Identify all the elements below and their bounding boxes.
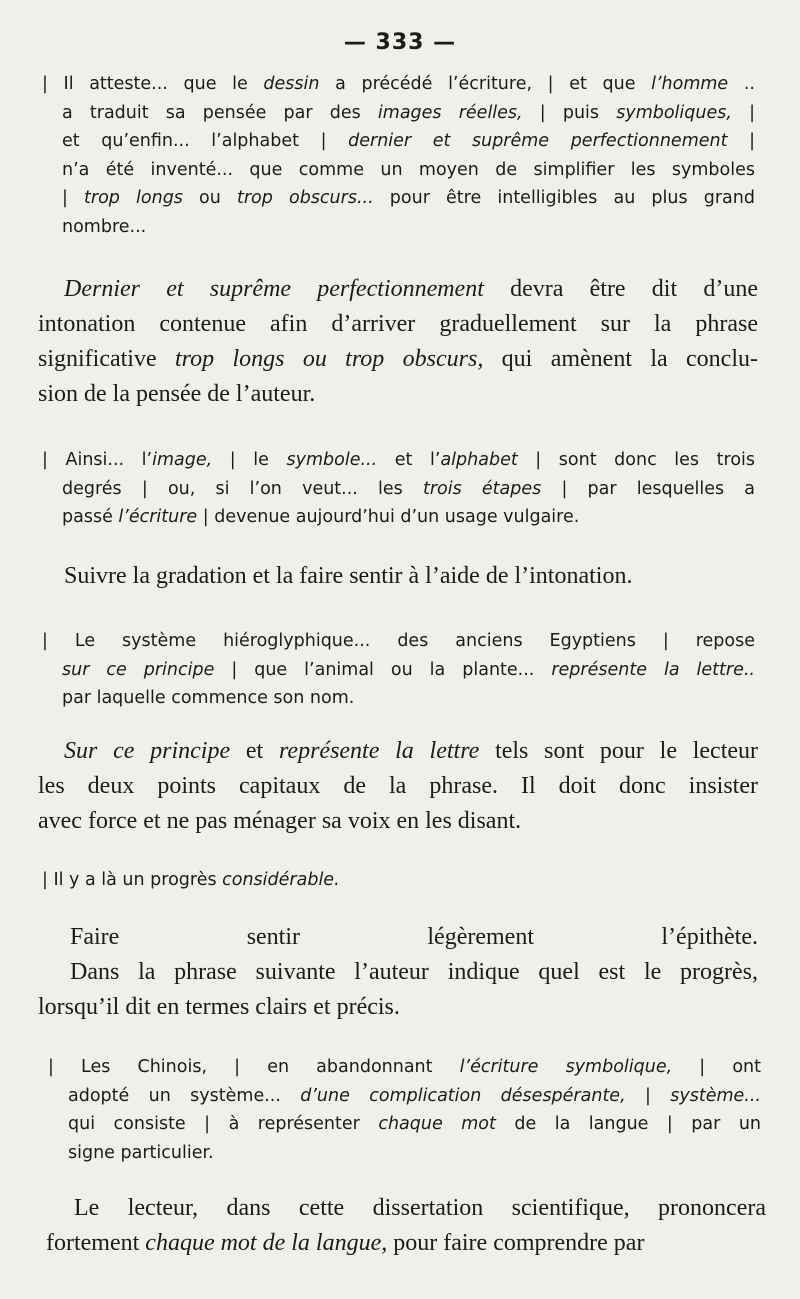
text-run: sion de la pensée de l’auteur. <box>38 381 316 407</box>
commentary-paragraph <box>38 734 758 839</box>
text-line <box>38 734 758 769</box>
quoted-passage <box>42 866 755 895</box>
quoted-passage <box>42 627 755 713</box>
text-line <box>42 684 755 713</box>
italic-emphasis: sur ce principe <box>62 659 215 680</box>
text-run: et qu’enfin... l’alphabet | <box>62 131 349 151</box>
italic-emphasis: d’une complication désespérante, <box>300 1085 626 1106</box>
text-run: | sont donc les trois <box>517 450 756 470</box>
italic-emphasis: symboliques, <box>616 102 732 123</box>
text-run: Le lecteur, dans cette dissertation scientifique, prononcera <box>74 1195 766 1221</box>
text-line <box>38 559 758 594</box>
text-run: a précédé l’écriture, | et que <box>319 74 652 94</box>
text-run: et l’ <box>377 450 441 470</box>
text-run: significative <box>38 346 175 372</box>
text-run: fortement <box>46 1230 146 1256</box>
text-run: | Il atteste... que le <box>42 74 264 94</box>
page-number: — 333 — <box>343 30 457 55</box>
text-line <box>46 1191 766 1226</box>
text-line <box>48 1082 761 1111</box>
text-run: par laquelle commence son nom. <box>62 688 355 708</box>
text-line <box>42 656 755 685</box>
text-run: signe particulier. <box>68 1142 214 1163</box>
text-line <box>38 769 758 804</box>
text-run: | que l’animal ou la plante... <box>214 659 552 680</box>
text-run: qui consiste | à représenter <box>68 1114 379 1134</box>
text-line <box>42 475 755 504</box>
text-line <box>42 503 755 532</box>
italic-emphasis: représente la lettre.. <box>551 659 755 680</box>
italic-emphasis: considérable. <box>222 870 340 890</box>
commentary-paragraph <box>38 272 758 412</box>
text-line <box>42 127 755 156</box>
text-run: Dans la phrase suivante l’auteur indique quel est le progrès, <box>70 959 758 985</box>
italic-emphasis: représente la lettre <box>278 738 480 764</box>
text-run: lorsqu’il dit en termes clairs et précis. <box>38 994 400 1020</box>
quoted-passage <box>48 1053 761 1167</box>
italic-emphasis: images réelles, <box>377 102 523 123</box>
text-line <box>46 1226 766 1261</box>
text-line <box>48 1110 761 1139</box>
text-run: n’a été inventé... que comme un moyen de simplifier les symboles <box>62 159 755 180</box>
italic-emphasis: trop longs <box>84 188 183 208</box>
text-line <box>42 184 755 213</box>
italic-emphasis: trop longs ou trop obscurs, <box>174 346 484 372</box>
text-run: a traduit sa pensée par des <box>62 102 378 123</box>
text-run: pour être intelligibles au plus grand <box>373 188 755 208</box>
text-run: .. <box>728 74 755 94</box>
text-run: passé <box>62 507 119 527</box>
text-line <box>42 70 755 99</box>
text-run: | devenue aujourd’hui d’un usage vulgaire. <box>197 507 580 527</box>
quoted-passage <box>42 446 755 532</box>
italic-emphasis: trop obscurs... <box>237 188 374 208</box>
text-line <box>38 307 758 342</box>
text-line <box>42 866 755 895</box>
text-run: ou <box>182 188 237 208</box>
commentary-paragraph <box>38 920 758 1025</box>
text-run: les deux points capitaux de la phrase. Il doit donc insister <box>38 773 758 799</box>
text-line <box>38 990 758 1025</box>
text-run: | <box>731 102 756 123</box>
text-run: | <box>62 188 85 208</box>
italic-emphasis: symbole... <box>286 450 378 470</box>
text-run: pour faire comprendre par <box>387 1230 645 1256</box>
text-line <box>38 377 758 412</box>
italic-emphasis: trois étapes <box>422 478 542 499</box>
text-run: et <box>230 738 279 764</box>
text-run: intonation contenue afin d’arriver graduellement sur la phrase <box>38 311 758 337</box>
text-line <box>38 272 758 307</box>
text-run: | Le système hiéroglyphique... des anciens Egyptiens | repose <box>42 631 755 651</box>
italic-emphasis: Sur ce principe <box>64 738 231 764</box>
text-line <box>48 1139 761 1168</box>
quoted-passage <box>42 70 755 241</box>
text-line <box>38 955 758 990</box>
text-run: de la langue | par un <box>495 1114 762 1134</box>
italic-emphasis: alphabet <box>440 450 518 470</box>
text-run: | <box>625 1085 671 1106</box>
text-run: | Il y a là un progrès <box>42 870 223 890</box>
commentary-paragraph <box>38 559 758 594</box>
italic-emphasis: l’écriture <box>118 507 198 527</box>
italic-emphasis: l’homme <box>651 74 729 94</box>
italic-emphasis: Dernier et suprême perfectionnement <box>64 276 484 302</box>
italic-emphasis: dernier et suprême perfectionnement <box>348 131 728 151</box>
text-line <box>42 627 755 656</box>
text-run: | par lesquelles a <box>541 478 755 499</box>
text-line <box>38 342 758 377</box>
text-run: avec force et ne pas ménager sa voix en les disant. <box>38 808 522 834</box>
text-run: | Les Chinois, | en abandonnant <box>48 1057 460 1077</box>
text-run: | <box>727 131 755 151</box>
italic-emphasis: chaque mot de la langue, <box>145 1230 388 1256</box>
text-run: tels sont pour le lecteur <box>479 738 759 764</box>
text-line <box>42 99 755 128</box>
text-line <box>42 446 755 475</box>
italic-emphasis: dessin <box>263 74 320 94</box>
italic-emphasis: chaque mot <box>378 1114 496 1134</box>
italic-emphasis: image, <box>152 450 213 470</box>
italic-emphasis: système... <box>670 1085 761 1106</box>
text-line <box>48 1053 761 1082</box>
text-run: | ont <box>672 1057 762 1077</box>
text-run: qui amènent la conclu- <box>483 346 758 372</box>
text-run: adopté un système... <box>68 1085 301 1106</box>
text-run: | puis <box>522 102 617 123</box>
italic-emphasis: l’écriture symbolique, <box>459 1057 673 1077</box>
commentary-paragraph <box>46 1191 766 1261</box>
text-run: devra être dit d’une <box>483 276 758 302</box>
text-run: degrés | ou, si l’on veut... les <box>62 478 423 499</box>
text-run: Faire sentir légèrement l’épithète. <box>70 924 758 950</box>
text-run: | le <box>212 450 287 470</box>
text-line <box>38 804 758 839</box>
text-line <box>42 213 755 242</box>
text-line <box>42 156 755 185</box>
text-run: nombre... <box>62 216 147 237</box>
text-run: | Ainsi... l’ <box>42 450 153 470</box>
text-line <box>38 920 758 955</box>
text-run: Suivre la gradation et la faire sentir à l’aide de l’intonation. <box>64 563 633 589</box>
